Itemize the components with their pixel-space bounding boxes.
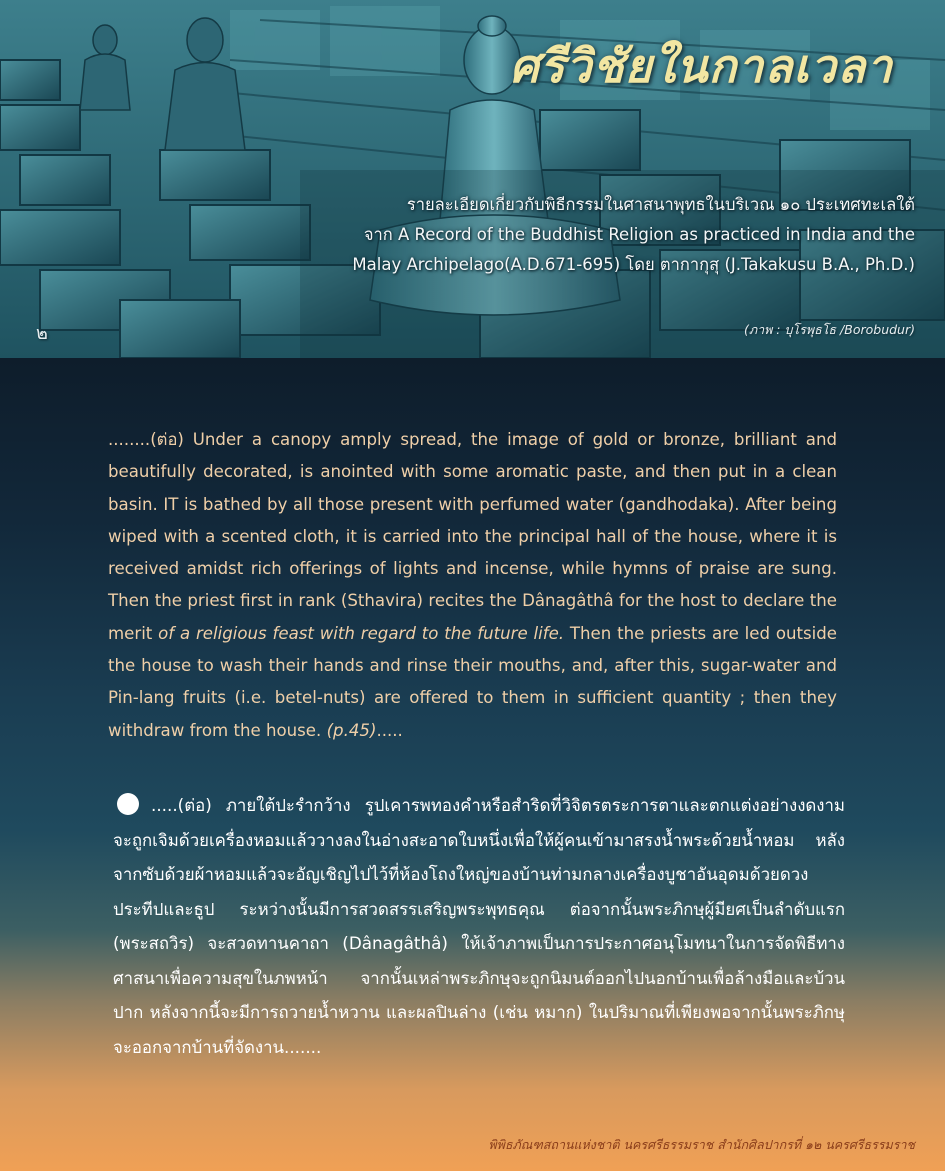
bullet-icon <box>117 793 139 815</box>
caption-line: Malay Archipelago(A.D.671-695) โดย ตากากุสุ (J.Takakusu B.A., Ph.D.) <box>352 255 915 274</box>
english-text-part: Then the priests are led outside the house to wash their hands and rinse their mouths, and, after this, sugar-water and Pin-lang fruits (i.e. betel-nuts) are offered to them in sufficient quantity ; then they withdraw from the house. <box>108 623 838 740</box>
english-text-part: ........(ต่อ) Under a canopy amply spread, the image of gold or bronze, brilliant and beautifully decorated, is anointed with some aromatic paste, and then put in a clean basin. IT is bathed by all those present with perfumed water (gandhodaka). After being wiped with a scented cloth, it is carried into the principal hall of the house, where it is received amidst rich offerings of lights and incense, while hymns of praise are sung. Then the priest first in rank (Sthavira) recites the Dânagâthâ for the host to declare the merit <box>108 430 837 643</box>
footer-credit: พิพิธภัณฑสถานแห่งชาติ นครศรีธรรมราช สำนักศิลปากรที่ ๑๒ นครศรีธรรมราช <box>488 1137 915 1152</box>
page-reference: (p.45) <box>326 720 377 740</box>
thai-passage <box>113 788 845 1064</box>
header-photo <box>0 0 945 358</box>
page-number: ๒ <box>36 323 48 344</box>
header-caption <box>315 190 915 280</box>
caption-line: จาก A Record of the Buddhist Religion as practiced in India and the <box>363 225 915 244</box>
english-text-italic: of a religious feast with regard to the future life. <box>158 623 565 643</box>
english-text-ending: ..... <box>376 720 403 740</box>
header-title: ศรีวิชัยในกาลเวลา <box>509 39 893 93</box>
caption-line: รายละเอียดเกี่ยวกับพิธีกรรมในศาสนาพุทธในบริเวณ ๑๐ ประเทศทะเลใต้ <box>406 195 915 214</box>
thai-text: .....(ต่อ) ภายใต้ปะรำกว้าง รูปเคารพทองคำหรือสำริดที่วิจิตรตระการตาและตกแต่งอย่างงดงาม จะถูกเจิมด้วยเครื่องหอมแล้ววางลงในอ่างสะอาดใบหนึ่งเพื่อให้ผู้คนเข้ามาสรงน้ำพระด้วยน้ำหอม หลังจากซับด้วยผ้าหอมแล้วจะอัญเชิญไปไว้ที่ห้องโถงใหญ่ของบ้านท่ามกลางเครื่องบูชาอันอุดมด้วยดวงประทีปและธูป ระหว่างนั้นมีการสวดสรรเสริญพระพุทธคุณ ต่อจากนั้นพระภิกษุผู้มียศเป็นลำดับแรก (พระสถวิร) จะสวดทานคาถา (Dânagâthâ) ให้เจ้าภาพเป็นการประกาศอนุโมทนาในการจัดพิธีทางศาสนาเพื่อความสุขในภพหน้า จากนั้นเหล่าพระภิกษุจะถูกนิมนต์ออกไปนอกบ้านเพื่อล้างมือและบ้วนปาก หลังจากนี้จะมีการถวายน้ำหวาน และผลปินล่าง (เช่น หมาก) ในปริมาณที่เพียงพอจากนั้นพระภิกษุจะออกจากบ้านที่จัดงาน....... <box>113 795 845 1057</box>
english-passage <box>108 424 837 747</box>
photo-credit: (ภาพ : บุโรพุธโธ /Borobudur) <box>743 322 915 337</box>
